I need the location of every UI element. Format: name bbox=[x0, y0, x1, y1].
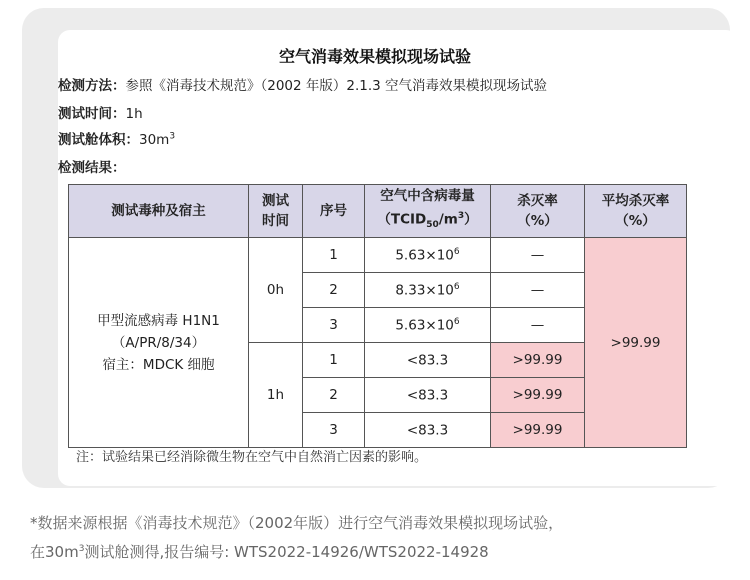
virus-amount-cell: $5.63\times 10^6$ bbox=[365, 308, 491, 343]
header-virus-amount: 空气中含病毒量 $(TCID_{50}/m^3)$ bbox=[365, 185, 491, 238]
seq-cell: 2 bbox=[303, 273, 365, 308]
time-group-0h: 0h bbox=[249, 238, 303, 343]
strain-code: （A/PR/8/34） bbox=[111, 334, 206, 351]
kill-rate-cell: >99.99 bbox=[491, 343, 585, 378]
seq-cell: 3 bbox=[303, 308, 365, 343]
volume-line bbox=[58, 128, 175, 148]
kill-rate-cell: — bbox=[491, 238, 585, 273]
header-seq: 序号 bbox=[303, 185, 365, 238]
virus-amount-cell: <83.3 bbox=[365, 378, 491, 413]
host-cell-name: 宿主：MDCK 细胞 bbox=[102, 356, 215, 373]
strain-name: 甲型流感病毒 H1N1 bbox=[97, 312, 220, 329]
source-note bbox=[30, 510, 563, 565]
time-line bbox=[58, 102, 143, 122]
virus-amount-cell: <83.3 bbox=[365, 343, 491, 378]
header-strain: 测试毒种及宿主 bbox=[69, 185, 249, 238]
method-line bbox=[58, 74, 547, 94]
header-avg-kill-rate: 平均杀灭率 （%） bbox=[585, 185, 687, 238]
table-header-row bbox=[69, 185, 687, 238]
seq-cell: 1 bbox=[303, 238, 365, 273]
method-label: 检测方法： bbox=[58, 78, 126, 94]
volume-label: 测试舱体积： bbox=[58, 132, 139, 148]
result-label: 检测结果： bbox=[58, 160, 126, 176]
document-title: 空气消毒效果模拟现场试验 bbox=[278, 47, 471, 66]
time-group-1h: 1h bbox=[249, 343, 303, 448]
result-line bbox=[58, 156, 126, 176]
header-time: 测试 时间 bbox=[249, 185, 303, 238]
seq-cell: 1 bbox=[303, 343, 365, 378]
results-table bbox=[68, 184, 687, 448]
kill-rate-cell: >99.99 bbox=[491, 413, 585, 448]
kill-rate-cell: — bbox=[491, 273, 585, 308]
time-label: 测试时间： bbox=[58, 106, 126, 122]
source-line-2: 在$30m^3$测试舱测得,报告编号: WTS2022-14926/WTS2022-14928 bbox=[30, 543, 489, 561]
seq-cell: 3 bbox=[303, 413, 365, 448]
header-kill-rate: 杀灭率 （%） bbox=[491, 185, 585, 238]
table-row bbox=[69, 238, 687, 273]
source-line-1: *数据来源根据《消毒技术规范》（2002年版）进行空气消毒效果模拟现场试验， bbox=[30, 514, 564, 532]
volume-value: 30m bbox=[139, 132, 170, 148]
virus-amount-cell: $5.63\times 10^6$ bbox=[365, 238, 491, 273]
virus-amount-cell: $8.33\times 10^6$ bbox=[365, 273, 491, 308]
time-value: 1h bbox=[125, 106, 143, 122]
avg-kill-rate-cell: >99.99 bbox=[585, 238, 687, 448]
volume-superscript: 3 bbox=[169, 131, 176, 142]
seq-cell: 2 bbox=[303, 378, 365, 413]
kill-rate-cell: — bbox=[491, 308, 585, 343]
method-value: 参照《消毒技术规范》（2002 年版）2.1.3 空气消毒效果模拟现场试验 bbox=[125, 78, 548, 94]
table-footnote: 注：试验结果已经消除微生物在空气中自然消亡因素的影响。 bbox=[76, 450, 428, 465]
kill-rate-cell: >99.99 bbox=[491, 378, 585, 413]
strain-host-cell bbox=[69, 238, 249, 448]
virus-amount-cell: <83.3 bbox=[365, 413, 491, 448]
